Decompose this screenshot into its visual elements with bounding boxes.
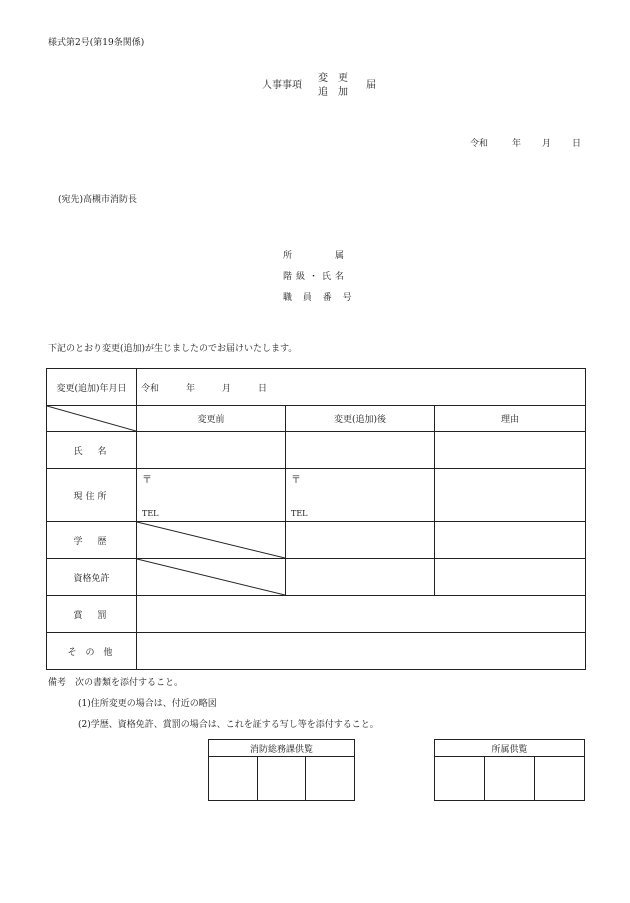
stamp-title-general-affairs: 消防総務課供覧 — [209, 740, 355, 757]
header-after: 変更(追加)後 — [286, 406, 435, 432]
education-reason-cell[interactable] — [435, 522, 586, 559]
change-date-label: 変更(追加)年月日 — [47, 369, 137, 406]
stamp-slot[interactable] — [306, 757, 355, 801]
form-id: 様式第2号(第19条関係) — [48, 38, 145, 48]
stamp-slot[interactable] — [535, 757, 585, 801]
education-after-cell[interactable] — [286, 522, 435, 559]
other-cell[interactable] — [137, 633, 586, 670]
header-before: 変更前 — [137, 406, 286, 432]
rank-name-label: 階級・氏名 — [283, 272, 349, 282]
reward-cell[interactable] — [137, 596, 586, 633]
title-addition: 追加 — [318, 87, 358, 98]
remarks-item-2: (2)学歴、資格免許、賞罰の場合は、これを証する写し等を添付すること。 — [78, 720, 379, 730]
stamp-slot[interactable] — [435, 757, 485, 801]
education-before-diagonal — [137, 522, 286, 559]
submission-date — [470, 136, 581, 149]
title-change: 変更 — [318, 73, 358, 84]
stamp-slot[interactable] — [209, 757, 258, 801]
postal-mark-icon: 〒 — [291, 475, 301, 486]
license-after-cell[interactable] — [286, 559, 435, 596]
change-date-value[interactable]: 令和 年 月 日 — [137, 369, 586, 406]
staff-number-label: 職 員 番 号 — [283, 293, 356, 303]
title-prefix: 人事事項 — [262, 80, 302, 91]
date-era: 令和 — [470, 139, 489, 149]
row-label-reward: 賞 罰 — [47, 596, 137, 633]
row-label-other: そ の 他 — [47, 633, 137, 670]
header-corner-diagonal — [47, 406, 137, 432]
applicant-block — [283, 246, 356, 309]
remarks — [48, 673, 379, 736]
intro-text: 下記のとおり変更(追加)が生じましたのでお届けいたします。 — [48, 344, 298, 354]
stamp-box-general-affairs — [208, 739, 355, 801]
license-before-diagonal — [137, 559, 286, 596]
name-after-cell[interactable] — [286, 432, 435, 469]
change-table — [46, 368, 586, 670]
address-before-cell[interactable] — [137, 469, 286, 522]
address-reason-cell[interactable] — [435, 469, 586, 522]
affiliation-label: 所 属 — [283, 251, 349, 261]
addressee: (宛先)高槻市消防長 — [58, 195, 138, 205]
name-before-cell[interactable] — [137, 432, 286, 469]
tel-label: TEL — [291, 509, 308, 518]
name-reason-cell[interactable] — [435, 432, 586, 469]
stamp-title-affiliation: 所属供覧 — [435, 740, 585, 757]
license-reason-cell[interactable] — [435, 559, 586, 596]
tel-label: TEL — [142, 509, 159, 518]
stamp-slot[interactable] — [257, 757, 306, 801]
remarks-lead: 備考 次の書類を添付すること。 — [48, 678, 184, 688]
header-reason: 理由 — [435, 406, 586, 432]
title-suffix: 届 — [366, 80, 376, 91]
row-label-education: 学 歴 — [47, 522, 137, 559]
date-month: 月 — [542, 139, 552, 149]
row-label-license: 資格免許 — [47, 559, 137, 596]
date-year: 年 — [512, 139, 522, 149]
stamp-box-affiliation — [434, 739, 585, 801]
row-label-name: 氏 名 — [47, 432, 137, 469]
remarks-item-1: (1)住所変更の場合は、付近の略図 — [78, 699, 217, 709]
address-after-cell[interactable] — [286, 469, 435, 522]
postal-mark-icon: 〒 — [142, 475, 152, 486]
date-day: 日 — [572, 139, 582, 149]
row-label-address: 現住所 — [47, 469, 137, 522]
stamp-slot[interactable] — [485, 757, 535, 801]
